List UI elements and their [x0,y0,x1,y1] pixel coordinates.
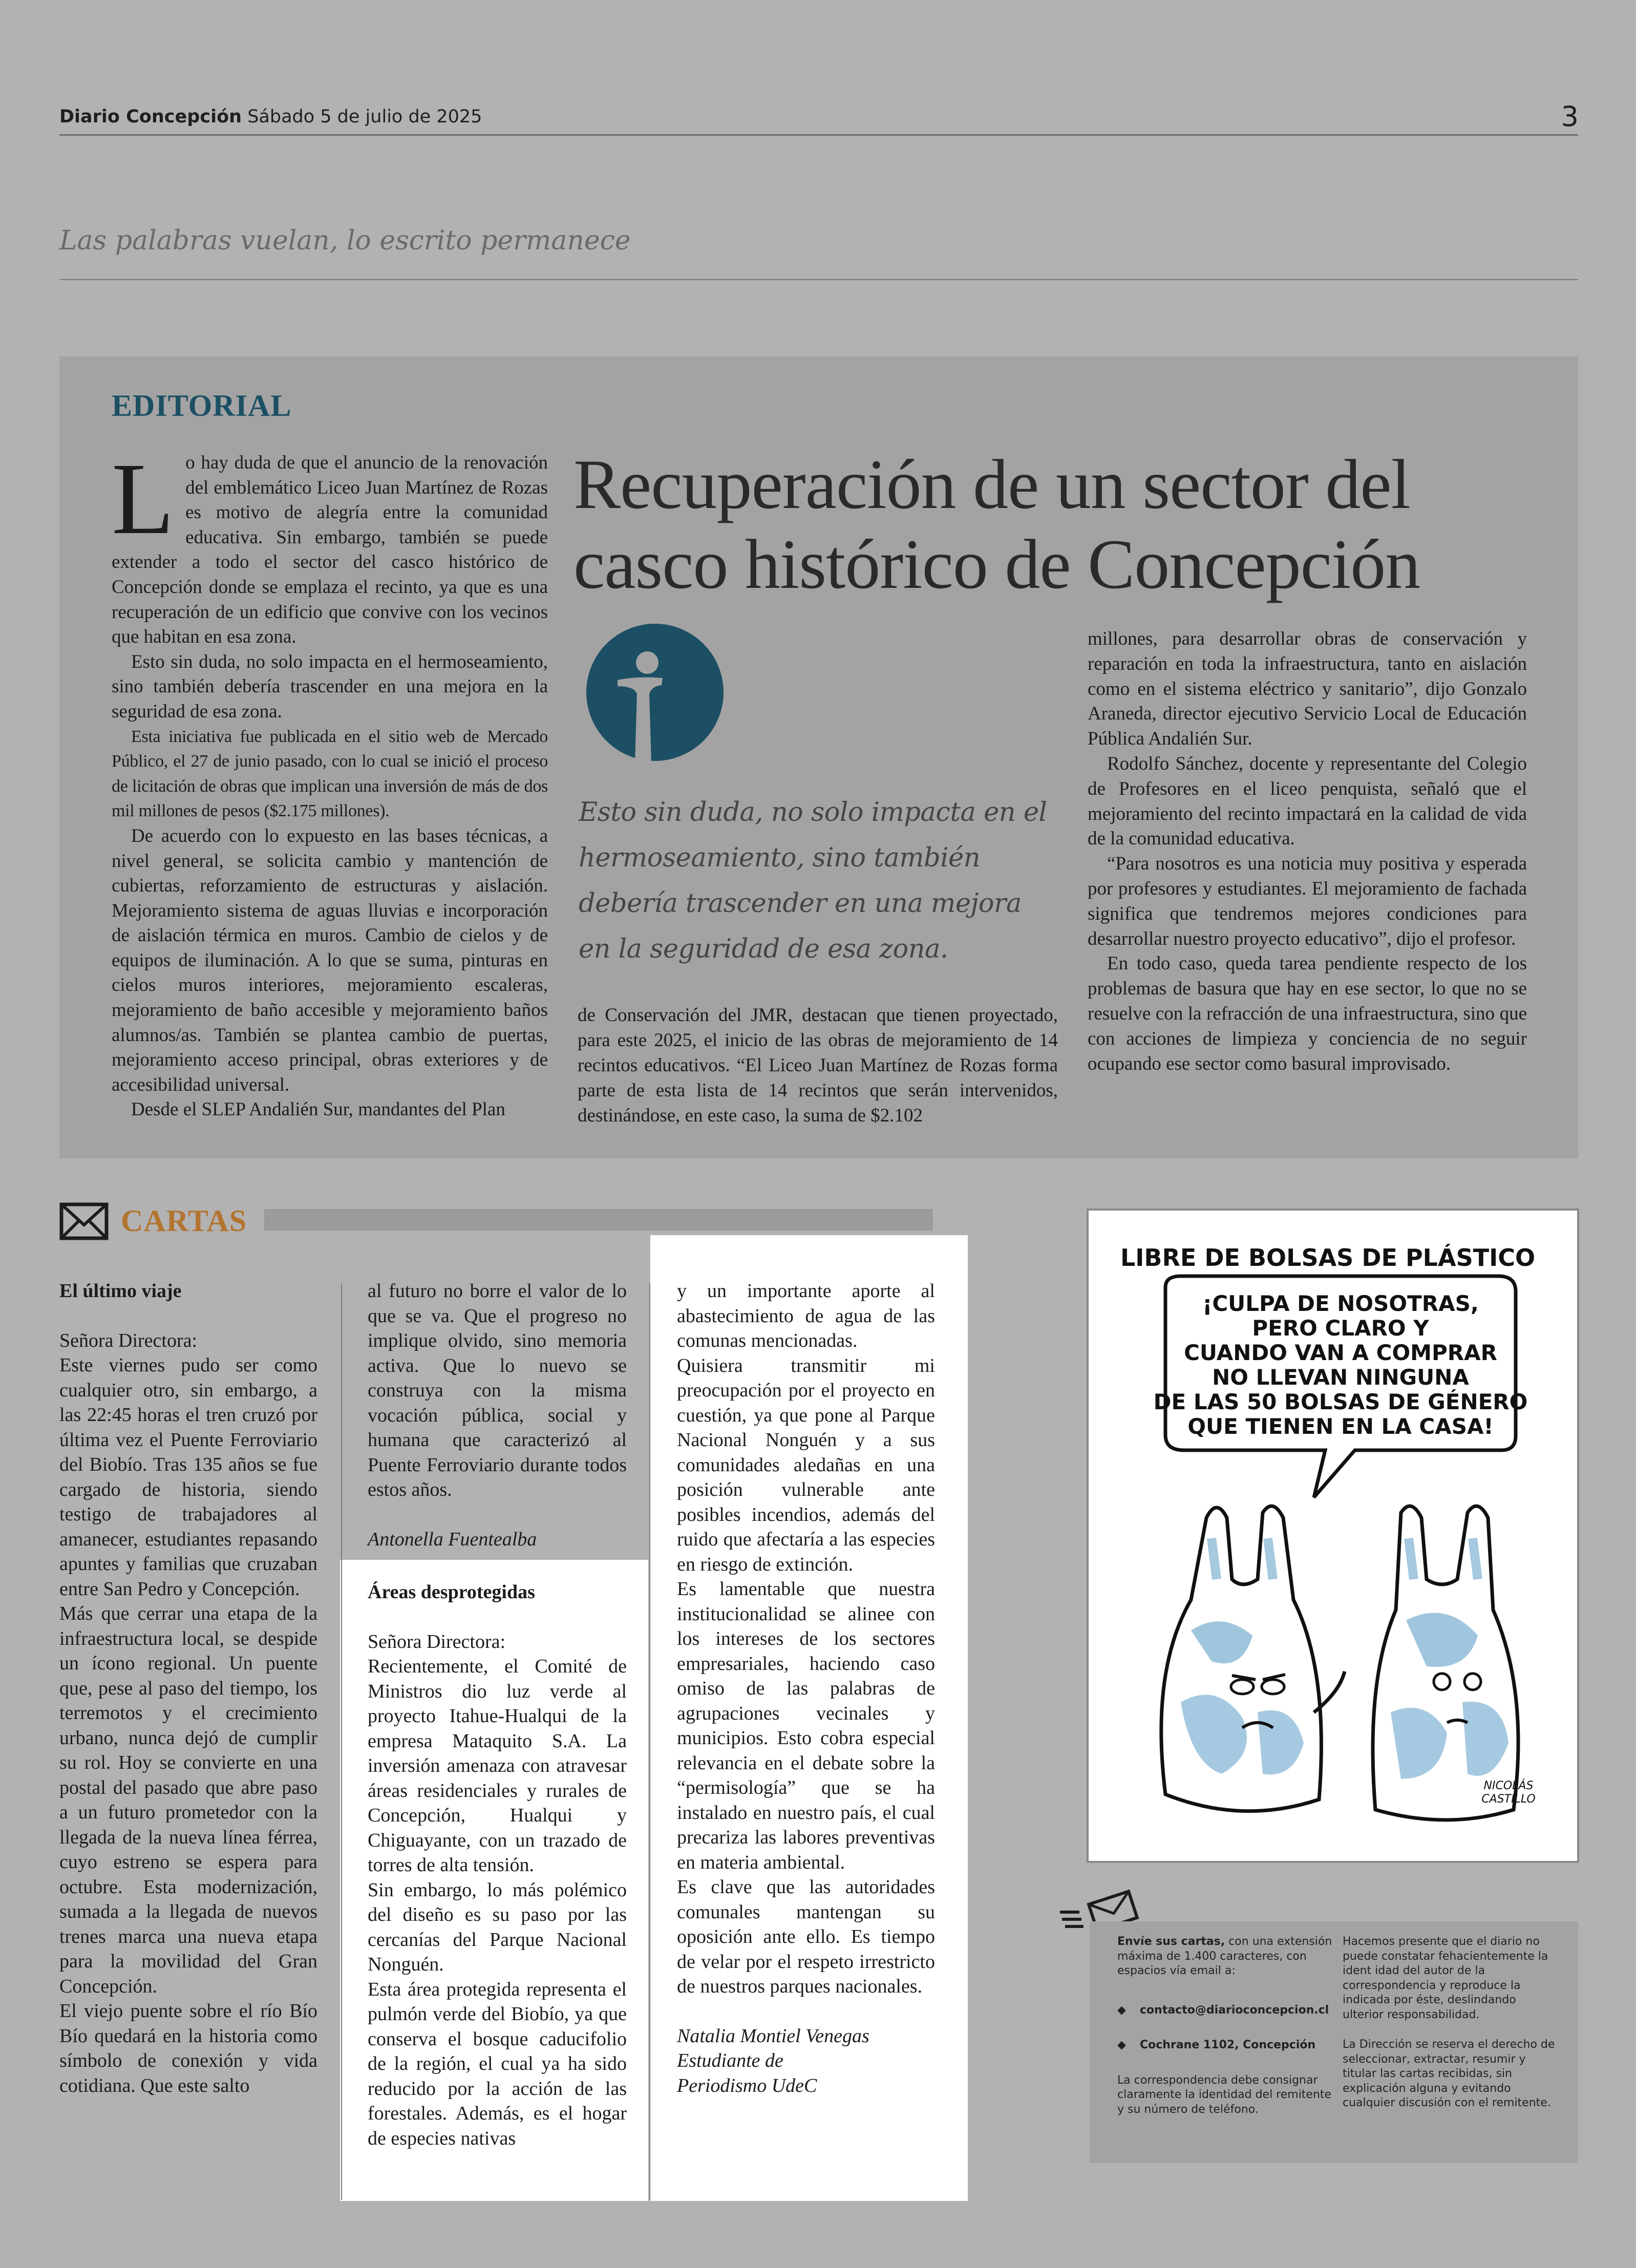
submission-intro-text: con una extensión máxima de 1.400 caracteres, con espacios vía email a: [1117,1935,1332,1977]
editorial-paragraph: Rodolfo Sánchez, docente y representante del Colegio de Profesores en el liceo penquista, señaló que el mejoramiento del recinto impactará en la calidad de vida de la comunidad educativa. [1088,753,1527,850]
submission-note: La correspondencia debe consignar claramente la identidad del remitente y su número de teléfono. [1117,2073,1332,2116]
editorial-paragraph: En todo caso, queda tarea pendiente respecto de los problemas de basura que hay en ese sector, lo que no se resuelve con la refracción de una infraestructura, sino que con acciones de limpieza y conciencia de no seguir ocupando ese sector como basural improvisado. [1088,953,1527,1074]
editorial-paragraph: millones, para desarrollar obras de conservación y reparación en toda la infraestructura, tanto en aislación como en el sistema eléctrico y sanitario”, dijo Gonzalo Araneda, director ejecutivo Servicio Local de Educación Pública Andalién Sur. [1088,628,1527,750]
letter-paragraph: Sin embargo, lo más polémico del diseño es su paso por las cercanías del Parque Nacional Nonguén. [368,1879,627,1975]
letter-paragraph: El viejo puente sobre el río Bío Bío quedará en la historia como símbolo de conexión y vida cotidiana. Que este salto [59,2000,317,2096]
motto-rule [59,279,1578,280]
editorial-paragraph: Desde el SLEP Andalién Sur, mandantes del Plan [131,1099,505,1120]
speech-line: ¡CULPA DE NOSOTRAS, [1202,1291,1479,1316]
editorial-paragraph: de Conservación del JMR, destacan que tienen proyectado, para este 2025, el inicio de las obras de mejoramiento de 14 recintos educativos. “El Liceo Juan Martínez de Rozas forma parte de esta lista de 14 recintos que serán intervenidos, destinándose, en este caso, la suma de $2.102 [578,1005,1058,1126]
speech-line: PERO CLARO Y [1252,1316,1429,1341]
letter-title: El último viaje [59,1280,182,1302]
letter-paragraph: al futuro no borre el valor de lo que se va. Que el progreso no implique olvido, sino memoria activa. Que lo nuevo se construya con la misma vocación pública, social y humana que caracterizó al Puente Ferroviario durante todos estos años. [368,1280,627,1500]
letter-paragraph: Quisiera transmitir mi preocupación por el proyecto en cuestión, ya que pone al Parque Nacional Nonguén y a sus comunidades aledañas en una posición vulnerable ante posibles incendios, además del ruido que afectaría a las especies en riesgo de extinción. [677,1354,935,1575]
editorial-column-2 [578,1003,1058,1128]
editorial-paragraph: “Para nosotros es una noticia muy positiva y esperada por profesores y estudiantes. El mejoramiento de fachada significa que tendremos mejores condiciones para desarrollar nuestro proyecto educativo”, dijo el profesor. [1088,853,1527,949]
column-separator [341,1283,342,2200]
headline-line-1: Recuperación de un sector del [573,445,1410,523]
editorial-headline [573,444,1546,604]
letter-signature-line: Periodismo UdeC [677,2074,817,2096]
cartoonist-signature: NICOLÁS [1483,1779,1534,1792]
masthead [59,107,482,127]
editorial-paragraph: o hay duda de que el anuncio de la renovación del emblemático Liceo Juan Martínez de Rozas es motivo de alegría entre la comunidad educativa. Sin embargo, también se puede extender a todo el sector del casco histórico de Concepción donde se emplaza el recinto, ya que es una recuperación de un edificio que convive con los vecinos que habitan en esa zona. [112,452,548,648]
submission-intro-bold: Envíe sus cartas, [1117,1935,1225,1948]
letter-2 [368,1580,627,2151]
letter-1 [59,1279,317,2098]
speech-line: CUANDO VAN A COMPRAR [1184,1340,1497,1365]
submission-info-right [1343,1935,1558,2111]
letter-title: Áreas desprotegidas [368,1581,535,1603]
speech-line: DE LAS 50 BOLSAS DE GÉNERO [1153,1389,1528,1414]
info-icon [586,623,724,762]
letter-paragraph: Este viernes pudo ser como cualquier otro, sin embargo, a las 22:45 horas el tren cruzó por última vez el Puente Ferroviario del Biobío. Tras 135 años se fue cargado de historia, siendo testigo de trabajadores al amanecer, estudiantes repasando apuntes y familias que cruzaban entre San Pedro y Concepción. [59,1354,317,1600]
letter-paragraph: y un importante aporte al abastecimiento de agua de las comunas mencionadas. [677,1280,935,1351]
letter-paragraph: Recientemente, el Comité de Ministros dio luz verde al proyecto Itahue-Hualqui de la empresa Mataquito S.A. La inversión amenaza con atravesar áreas residenciales y rurales de Concepción, Hualqui y Chiguayante, con un trazado de torres de alta tensión. [368,1656,627,1876]
submission-address: ◆ Cochrane 1102, Concepción [1117,2038,1332,2053]
page-number: 3 [1561,100,1579,133]
editorial-label: EDITORIAL [112,389,292,422]
submission-email: ◆ contacto@diarioconcepcion.cl [1117,2003,1332,2018]
speech-line: QUE TIENEN EN LA CASA! [1187,1414,1494,1439]
letter-paragraph: Es clave que las autoridades comunales mantengan su oposición ante ello. Es tiempo de velar por el respeto irrestricto de nuestros parques nacionales. [677,1876,935,1997]
headline-line-2: casco histórico de Concepción [573,525,1420,603]
publication-name: Diario Concepción [59,107,242,127]
disclaimer-note: Hacemos presente que el diario no puede constatar fehacientemente la ident idad del autor de la correspondencia y reproduce la indicada por éste, deslindando ulterior responsabilidad. [1343,1935,1548,2021]
editorial-column-3 [1088,627,1527,1076]
disclaimer-note: La Dirección se reserva el derecho de seleccionar, extractar, resumir y titular las cartas recibidas, sin explicación alguna y evitando cualquier discusión con el remitente. [1343,2038,1555,2109]
letter-1-continuation [368,1279,627,1552]
cartas-label: CARTAS [121,1204,247,1238]
speech-line: NO LLEVAN NINGUNA [1212,1365,1469,1390]
plastic-bag-right [1373,1506,1518,1820]
letter-signature: Antonella Fuentealba [368,1528,537,1550]
header-rule [59,134,1578,136]
submission-intro [1117,1935,1332,1979]
letter-2-continuation [677,1279,935,2098]
editorial-paragraph: Esta iniciativa fue publicada en el sitio web de Mercado Público, el 27 de junio pasado, con lo cual se inició el proceso de licitación de obras que implican una inversión de más de dos mil millones de pesos ($2.175 millones). [112,727,548,821]
cartoon-drawing [1089,1211,1577,1861]
editorial-paragraph: Esto sin duda, no solo impacta en el hermoseamiento, sino también debería trascender en una mejora en la seguridad de esa zona. [112,651,548,722]
letter-salutation: Señora Directora: [368,1630,506,1652]
envelope-icon [59,1202,109,1240]
cartoon-title: LIBRE DE BOLSAS DE PLÁSTICO [1120,1244,1536,1271]
cartoon [1087,1209,1579,1863]
letter-signature-line: Natalia Montiel Venegas [677,2025,869,2047]
letter-paragraph: Más que cerrar una etapa de la infraestructura local, se despide un ícono regional. Un puente que, pese al paso del tiempo, los terremotos y el crecimiento urbano, nunca dejó de cumplir su rol. Hoy se convierte en una postal del pasado que abre paso a un futuro prometedor con la llegada de la nueva línea férrea, cuyo estreno se espera para octubre. Esta modernización, sumada a la llegada de nuevos trenes marca una nueva etapa para la movilidad del Gran Concepción. [59,1603,317,1997]
editorial-column-1 [112,442,548,1122]
submission-info-left [1117,1935,1332,2117]
editorial-paragraph: De acuerdo con lo expuesto en las bases técnicas, a nivel general, se solicita cambio y mantención de cubiertas, reforzamiento de estructuras y aislación. Mejoramiento sistema de aguas lluvias e incorporación de aislación térmica en muros. Cambio de cielos y de equipos de iluminación. A lo que se suma, pinturas en cielos muros interiores, mejoramiento escaleras, mejoramiento de baño accesible y mejoramiento baños alumnos/as. También se plantea cambio de puertas, mejoramiento acceso principal, obras exteriores y de accesibilidad universal. [112,825,548,1095]
pull-quote: Esto sin duda, no solo impacta en el hermoseamiento, sino también debería trascender en una mejora en la seguridad de esa zona. [579,797,1047,964]
cartoonist-signature: CASTILLO [1481,1793,1536,1806]
letter-paragraph: Esta área protegida representa el pulmón verde del Biobío, ya que conserva el bosque caducifolio de la región, el cual ya ha sido reducido por la acción de las forestales. Además, es el hogar de especies nativas [368,1978,627,2149]
cartas-header-bar [264,1209,933,1231]
letter-paragraph: Es lamentable que nuestra institucionalidad se alinee con los intereses de los sectores empresariales, haciendo caso omiso de las palabras de agrupaciones vecinales y municipios. Esto cobra especial relevancia en el debate sobre la “permisología” que se ha instalado en nuestro país, el cual precariza las labores preventivas en materia ambiental. [677,1578,935,1873]
drop-cap: L [112,442,175,556]
publication-date: Sábado 5 de julio de 2025 [247,107,482,127]
section-motto: Las palabras vuelan, lo escrito permanece [59,225,631,256]
column-separator [649,1283,650,2200]
letter-salutation: Señora Directora: [59,1329,198,1351]
plastic-bag-left [1161,1506,1345,1811]
letter-signature-line: Estudiante de [677,2050,783,2071]
